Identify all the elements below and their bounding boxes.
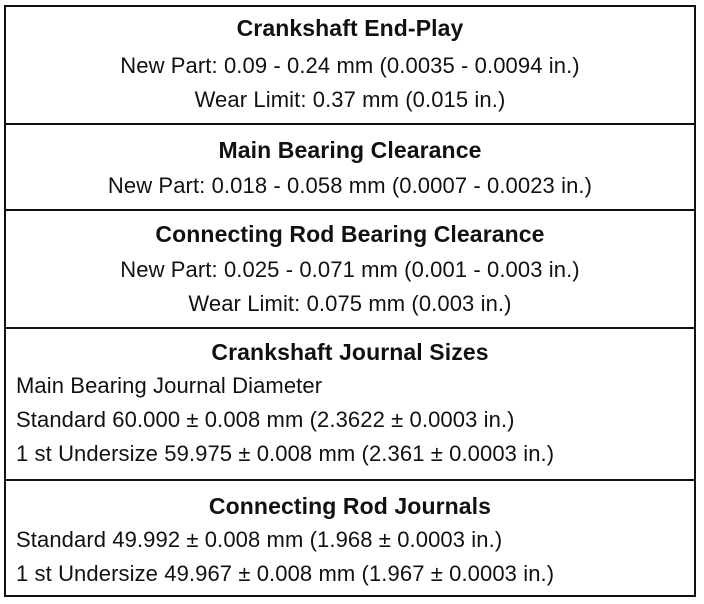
section-crankshaft-end-play bbox=[6, 7, 694, 125]
spec-line: New Part: 0.018 - 0.058 mm (0.0007 - 0.0023 in.) bbox=[107, 173, 593, 198]
spec-line: 1 st Undersize 49.967 ± 0.008 mm (1.967 ± 0.0003 in.) bbox=[16, 561, 555, 586]
spec-line: New Part: 0.09 - 0.24 mm (0.0035 - 0.0094 in.) bbox=[120, 53, 580, 78]
spec-table bbox=[4, 5, 696, 597]
section-crankshaft-journal-sizes bbox=[6, 329, 694, 481]
section-connecting-rod-journals bbox=[6, 481, 694, 595]
section-title: Crankshaft End-Play bbox=[236, 15, 464, 41]
section-connecting-rod-bearing-clearance bbox=[6, 211, 694, 329]
section-title: Connecting Rod Bearing Clearance bbox=[155, 221, 545, 247]
section-main-bearing-clearance bbox=[6, 125, 694, 211]
spec-line: Wear Limit: 0.37 mm (0.015 in.) bbox=[194, 87, 506, 112]
spec-line: Main Bearing Journal Diameter bbox=[16, 373, 323, 398]
spec-line: New Part: 0.025 - 0.071 mm (0.001 - 0.003 in.) bbox=[120, 257, 580, 282]
section-title: Crankshaft Journal Sizes bbox=[211, 339, 489, 365]
spec-line: Standard 60.000 ± 0.008 mm (2.3622 ± 0.0003 in.) bbox=[16, 407, 515, 432]
spec-line: 1 st Undersize 59.975 ± 0.008 mm (2.361 ± 0.0003 in.) bbox=[16, 441, 555, 466]
spec-line: Standard 49.992 ± 0.008 mm (1.968 ± 0.0003 in.) bbox=[16, 527, 503, 552]
section-title: Connecting Rod Journals bbox=[208, 493, 492, 519]
spec-line: Wear Limit: 0.075 mm (0.003 in.) bbox=[188, 291, 512, 316]
section-title: Main Bearing Clearance bbox=[218, 137, 482, 163]
